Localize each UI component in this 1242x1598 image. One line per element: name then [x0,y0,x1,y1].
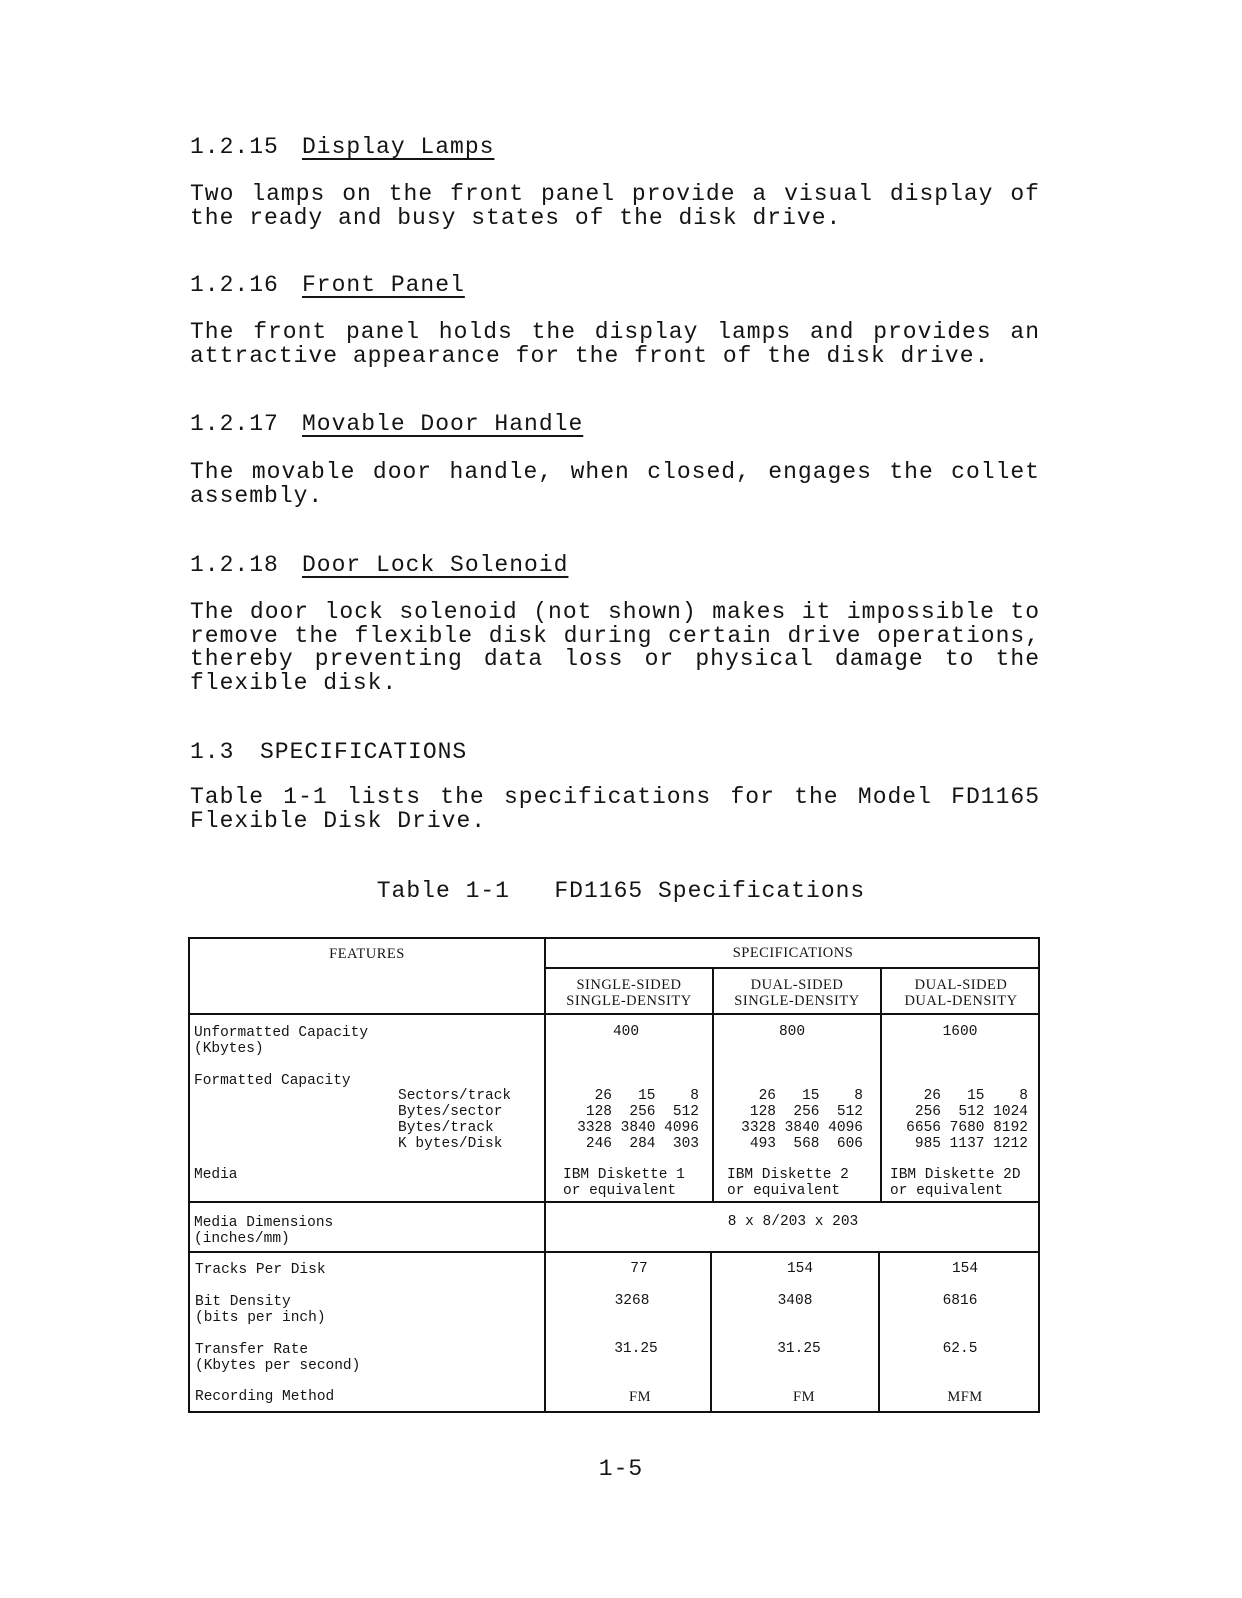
row-label-media: Media [194,1167,238,1183]
section-body-front-panel: The front panel holds the display lamps and provides an attractive appearance for the front of the disk drive. [190,319,1040,369]
section-heading-display-lamps [190,134,494,160]
section-title: Movable Door Handle [302,411,584,437]
cell-value: 8 x 8/203 x 203 [727,1214,859,1230]
column-header: SINGLE-SIDED SINGLE-DENSITY [566,977,692,1009]
header-features: FEATURES [329,946,405,962]
row-label-recording-method: Recording Method [195,1389,335,1405]
section-body-specifications: Table 1-1 lists the specifications for the Model FD1165 Flexible Disk Drive. [190,784,1040,834]
section-heading-movable-door-handle [190,411,583,437]
row-label-media-dimensions: Media Dimensions (inches/mm) [194,1215,334,1247]
section-number: 1.2.18 [190,552,279,578]
cell-value: 3408 [777,1293,813,1309]
cell-value: 31.25 [777,1341,821,1357]
section-heading-door-lock-solenoid [190,552,568,578]
cell-value: FM [629,1389,651,1405]
section-heading-front-panel [190,272,465,298]
cell-value: 3268 [614,1293,650,1309]
cell-value: 62.5 [942,1341,978,1357]
section-body-display-lamps: Two lamps on the front panel provide a visual display of the ready and busy states of the disk drive. [190,181,1040,231]
formatted-sublabels: Sectors/track Bytes/sector Bytes/track K bytes/Disk [398,1088,512,1152]
cell-value: IBM Diskette 2D or equivalent [890,1167,1021,1199]
cell-value: 154 [786,1261,814,1277]
section-body-door-lock-solenoid: The door lock solenoid (not shown) makes it impossible to remove the flexible disk during certain drive operations, thereby preventing data loss or physical damage to the flexible disk. [190,599,1040,696]
cell-value: IBM Diskette 1 or equivalent [563,1167,685,1199]
specifications-table [188,937,1040,1413]
cell-value: 6816 [942,1293,978,1309]
section-title: SPECIFICATIONS [260,739,468,765]
cell-value: 154 [951,1261,979,1277]
section-number: 1.2.17 [190,411,279,437]
section-number: 1.2.16 [190,272,279,298]
cell-value: 26 15 8 128 256 512 3328 3840 4096 493 568 606 [741,1088,863,1152]
cell-value: FM [793,1389,815,1405]
header-specifications: SPECIFICATIONS [732,945,854,961]
column-header: DUAL-SIDED DUAL-DENSITY [904,977,1018,1009]
row-label-formatted-capacity: Formatted Capacity [194,1073,351,1089]
section-title: Display Lamps [302,134,495,160]
cell-value: MFM [947,1389,983,1405]
cell-value: IBM Diskette 2 or equivalent [727,1167,849,1199]
section-body-movable-door-handle: The movable door handle, when closed, engages the collet assembly. [190,459,1040,509]
cell-value: 26 15 8 256 512 1024 6656 7680 8192 985 1137 1212 [906,1088,1028,1152]
section-number: 1.2.15 [190,134,279,160]
cell-value: 77 [630,1261,648,1277]
section-title: Door Lock Solenoid [302,552,569,578]
cell-value: 800 [778,1024,806,1040]
section-heading-specifications [190,739,467,765]
row-label-unformatted-capacity: Unformatted Capacity (Kbytes) [194,1025,369,1057]
page-number: 1-5 [598,1456,644,1482]
cell-value: 31.25 [614,1341,658,1357]
cell-value: 26 15 8 128 256 512 3328 3840 4096 246 284 303 [577,1088,699,1152]
row-label-tracks-per-disk: Tracks Per Disk [195,1262,326,1278]
section-number: 1.3 [190,739,235,765]
row-label-bit-density: Bit Density (bits per inch) [195,1294,326,1326]
cell-value: 400 [612,1024,640,1040]
row-label-transfer-rate: Transfer Rate (Kbytes per second) [195,1342,361,1374]
section-title: Front Panel [302,272,465,298]
column-header: DUAL-SIDED SINGLE-DENSITY [734,977,860,1009]
table-caption: Table 1-1 FD1165 Specifications [376,878,866,904]
cell-value: 1600 [942,1024,978,1040]
